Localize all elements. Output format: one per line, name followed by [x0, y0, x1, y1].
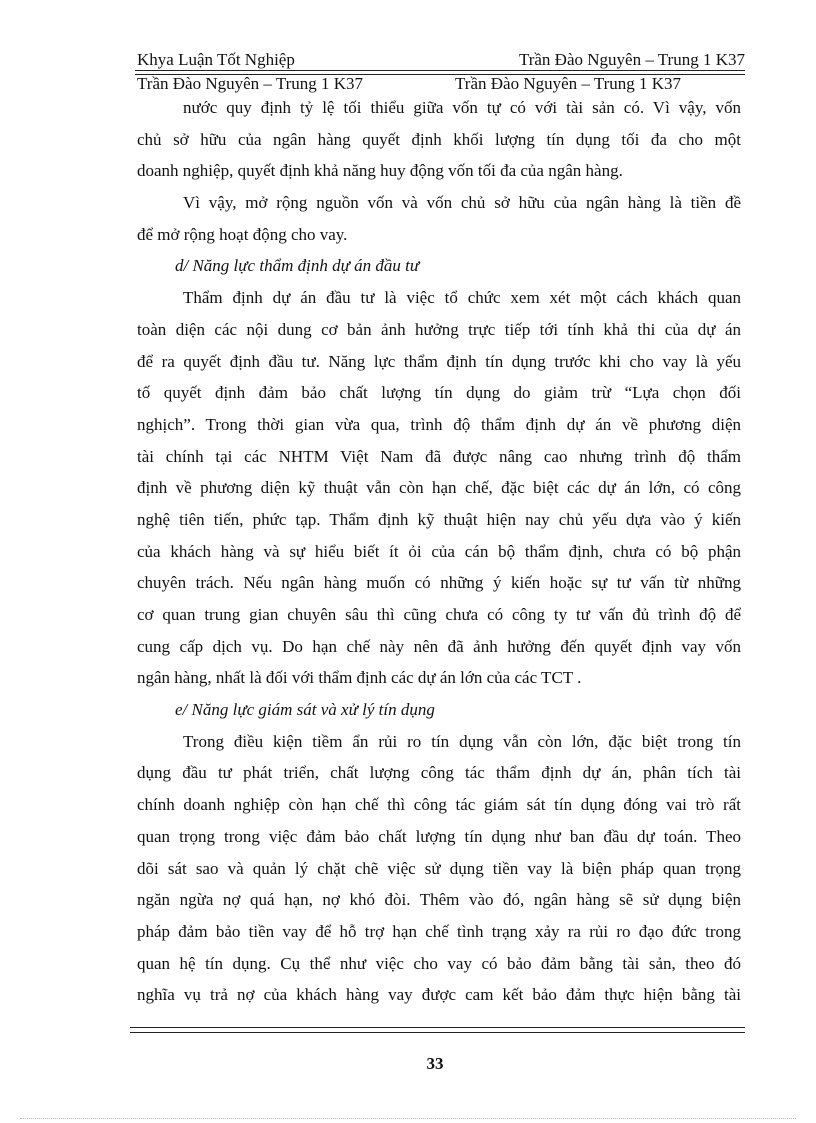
- text-line: nghĩa vụ trả nợ của khách hàng vay được cam kết bảo đảm thực hiện bằng tài: [137, 985, 741, 1005]
- text-line: nước quy định tỷ lệ tối thiểu giữa vốn tự có với tài sản có. Vì vậy, vốn: [183, 98, 741, 117]
- header-left: Khya Luận Tốt Nghiệp: [137, 50, 295, 69]
- text-line: doanh nghiệp, quyết định khả năng huy động vốn tối đa của ngân hàng.: [137, 161, 623, 181]
- text-line: dụng đầu tư phát triển, chất lượng công tác thẩm định dự án, phân tích tài: [137, 763, 741, 783]
- subheader-left: Trần Đào Nguyên – Trung 1 K37: [137, 74, 364, 93]
- text-line: ngân hàng, nhất là đối với thẩm định các dự án lớn của các TCT .: [137, 668, 582, 688]
- text-line: chính doanh nghiệp còn hạn chế thì công tác giám sát tín dụng đóng vai trò rất: [137, 795, 741, 815]
- text-line: tài chính tại các NHTM Việt Nam đã được nâng cao nhưng trình độ thẩm: [137, 446, 741, 466]
- text-line: toàn diện các nội dung cơ bản ảnh hưởng trực tiếp tới tính khả thi của dự án: [137, 319, 741, 339]
- footer-rule: [130, 1027, 745, 1028]
- page-number: 33: [426, 1054, 444, 1073]
- text-line: định về phương diện kỹ thuật vẫn còn hạn chế, đặc biệt các dự án lớn, có công: [137, 478, 741, 498]
- text-line: dõi sát sao và quản lý chặt chẽ việc sử dụng tiền vay là biện pháp quan trọng: [137, 858, 741, 878]
- text-line: Thẩm định dự án đầu tư là việc tổ chức xem xét một cách khách quan: [183, 288, 741, 308]
- text-line: cơ quan trung gian chuyên sâu thì cũng chưa có công ty tư vấn đủ trình độ để: [137, 605, 741, 624]
- text-line: cung cấp dịch vụ. Do hạn chế này nên đã ảnh hưởng đến quyết định vay vốn: [137, 636, 741, 656]
- text-line: pháp đảm bảo tiền vay để hỗ trợ hạn chế tình trạng xảy ra rủi ro đạo đức trong: [137, 921, 741, 941]
- text-line: chủ sở hữu của ngân hàng quyết định khối lượng tín dụng tối đa cho một: [137, 129, 741, 149]
- text-line: Trong điều kiện tiềm ẩn rủi ro tín dụng vẫn còn lớn, đặc biệt trong tín: [183, 731, 741, 751]
- text-line: nghệ tiên tiến, phức tạp. Thẩm định kỹ thuật hiện nay chủ yếu dựa vào ý kiến: [137, 509, 741, 529]
- text-line: tố quyết định đảm bảo chất lượng tín dụng do giảm trừ “Lựa chọn đối: [137, 383, 741, 403]
- header-rule: [135, 70, 745, 71]
- text-line: của khách hàng và sự hiểu biết ít ỏi của cán bộ thẩm định, chưa có bộ phận: [137, 541, 741, 561]
- text-line: Vì vậy, mở rộng nguồn vốn và vốn chủ sở hữu của ngân hàng là tiền đề: [183, 193, 741, 213]
- text-line: quan hệ tín dụng. Cụ thể như việc cho vay có bảo đảm bằng tài sản, theo đó: [137, 953, 741, 973]
- footer-rule-thin: [130, 1032, 745, 1033]
- text-line: chuyên trách. Nếu ngân hàng muốn có những ý kiến hoặc sự tư vấn từ những: [137, 573, 741, 593]
- body-text: [137, 92, 741, 1011]
- subheader-right: Trần Đào Nguyên – Trung 1 K37: [455, 74, 682, 93]
- page-edge-dotted-line: [20, 1118, 796, 1119]
- page-header: [137, 50, 745, 70]
- text-line: để mở rộng hoạt động cho vay.: [137, 224, 348, 244]
- text-line: để ra quyết định đầu tư. Năng lực thẩm định tín dụng trước khi cho vay là yếu: [137, 351, 741, 371]
- header-right: Trần Đào Nguyên – Trung 1 K37: [518, 50, 745, 69]
- text-line: quan trọng trong việc đảm bảo chất lượng tín dụng như ban đầu dự toán. Theo: [137, 826, 741, 846]
- text-line: ngăn ngừa nợ quá hạn, nợ khó đòi. Thêm vào đó, ngân hàng sẽ sử dụng biện: [137, 890, 741, 910]
- text-line: nghịch”. Trong thời gian vừa qua, trình độ thẩm định dự án về phương diện: [137, 414, 741, 434]
- section-heading-e: e/ Năng lực giám sát và xử lý tín dụng: [175, 700, 435, 720]
- section-heading-d: d/ Năng lực thẩm định dự án đầu tư: [175, 256, 420, 276]
- page-subheader: [137, 74, 745, 94]
